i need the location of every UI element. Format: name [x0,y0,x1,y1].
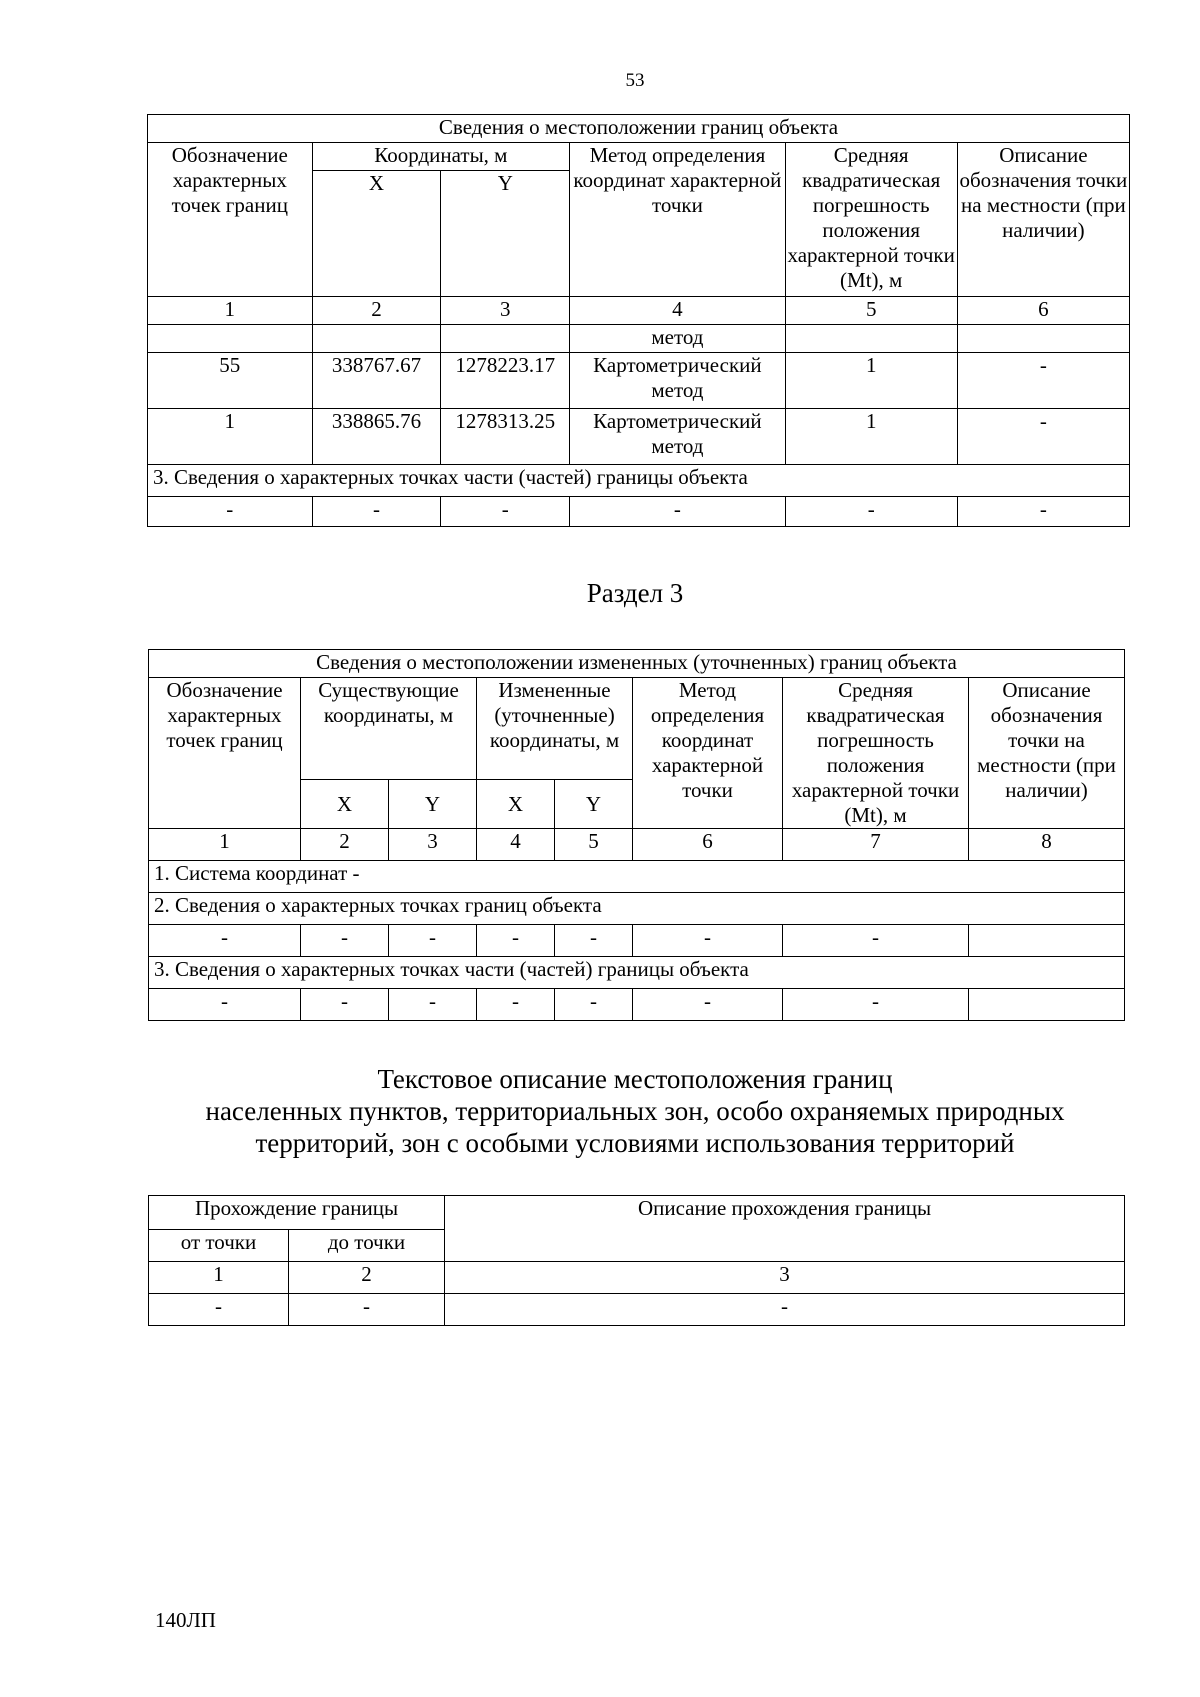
header-passage-description: Описание прохождения границы [445,1196,1125,1262]
dash-cell: - [477,925,555,957]
empty-cell [148,325,313,353]
footer-code: 140ЛП [155,1608,216,1632]
dash-cell: - [570,497,785,527]
method: Картометрический метод [570,409,785,465]
table-row [149,1294,1125,1326]
boundary-coordinates-table [147,114,1130,527]
section2-label: 2. Сведения о характерных точках границ объекта [149,893,1125,925]
header-x: X [312,171,441,297]
dash-cell: - [301,989,389,1021]
dash-cell: - [149,1294,289,1326]
dash-cell: - [477,989,555,1021]
dash-cell: - [301,925,389,957]
table-row [148,409,1130,465]
col-number: 3 [441,297,570,325]
header-description: Описание обозначения точки на местности (при наличии) [969,678,1125,829]
col-number: 6 [633,829,783,861]
table-title: Сведения о местоположении границ объекта [148,115,1130,143]
header-from: от точки [149,1230,289,1262]
header-changed: Измененные (уточненные) координаты, м [477,678,633,780]
dash-cell: - [555,925,633,957]
header-to: до точки [289,1230,445,1262]
dash-cell: - [149,925,301,957]
dash-cell: - [555,989,633,1021]
text-description-heading [120,1063,1150,1159]
table-row [148,497,1130,527]
empty-cell [441,325,570,353]
description: - [957,409,1129,465]
empty-cell [957,325,1129,353]
dash-cell: - [312,497,441,527]
header-x: X [301,780,389,829]
empty-cell [312,325,441,353]
dash-cell: - [289,1294,445,1326]
table-row [149,925,1125,957]
empty-cell [969,925,1125,957]
dash-cell: - [633,925,783,957]
header-points: Обозначение характерных точек границ [148,143,313,297]
coord-x: 338767.67 [312,353,441,409]
header-error: Средняя квадратическая погрешность положения характерной точки (Mt), м [783,678,969,829]
col-number: 1 [148,297,313,325]
heading-line: территорий, зон с особыми условиями использования территорий [255,1128,1015,1158]
table-row [148,353,1130,409]
dash-cell: - [389,925,477,957]
coord-y: 1278313.25 [441,409,570,465]
col-number: 4 [570,297,785,325]
dash-cell: - [441,497,570,527]
heading-line: населенных пунктов, территориальных зон, особо охраняемых природных [205,1096,1065,1126]
dash-cell: - [957,497,1129,527]
col-number: 1 [149,1262,289,1294]
col-number: 3 [445,1262,1125,1294]
col-number: 2 [312,297,441,325]
header-y: Y [441,171,570,297]
method-continuation: метод [570,325,785,353]
col-number: 2 [301,829,389,861]
empty-cell [969,989,1125,1021]
col-number: 7 [783,829,969,861]
table-title: Сведения о местоположении измененных (уточненных) границ объекта [149,650,1125,678]
dash-cell: - [783,925,969,957]
header-existing: Существующие координаты, м [301,678,477,780]
dash-cell: - [445,1294,1125,1326]
coord-x: 338865.76 [312,409,441,465]
header-x: X [477,780,555,829]
point-id: 1 [148,409,313,465]
header-error: Средняя квадратическая погрешность положения характерной точки (Mt), м [785,143,957,297]
dash-cell: - [785,497,957,527]
error: 1 [785,409,957,465]
coordinate-system-label: 1. Система координат - [149,861,1125,893]
dash-cell: - [148,497,313,527]
table-row [149,989,1125,1021]
heading-line: Текстовое описание местоположения границ [377,1064,893,1094]
coord-y: 1278223.17 [441,353,570,409]
section-title: Раздел 3 [586,578,684,608]
boundary-passage-table [148,1195,1125,1326]
dash-cell: - [783,989,969,1021]
empty-cell [785,325,957,353]
header-coords: Координаты, м [312,143,570,171]
header-method: Метод определения координат характерной точки [570,143,785,297]
header-method: Метод определения координат характерной точки [633,678,783,829]
col-number: 5 [555,829,633,861]
dash-cell: - [633,989,783,1021]
header-y: Y [555,780,633,829]
col-number: 8 [969,829,1125,861]
col-number: 5 [785,297,957,325]
page-number: 53 [625,70,645,91]
header-y: Y [389,780,477,829]
header-description: Описание обозначения точки на местности (при наличии) [957,143,1129,297]
header-points: Обозначение характерных точек границ [149,678,301,829]
col-number: 6 [957,297,1129,325]
col-number: 4 [477,829,555,861]
col-number: 3 [389,829,477,861]
section3-label: 3. Сведения о характерных точках части (частей) границы объекта [148,465,1130,497]
dash-cell: - [389,989,477,1021]
col-number: 1 [149,829,301,861]
method: Картометрический метод [570,353,785,409]
error: 1 [785,353,957,409]
section3-label: 3. Сведения о характерных точках части (частей) границы объекта [149,957,1125,989]
changed-boundaries-table [148,649,1125,1021]
dash-cell: - [149,989,301,1021]
header-passage: Прохождение границы [149,1196,445,1230]
description: - [957,353,1129,409]
col-number: 2 [289,1262,445,1294]
point-id: 55 [148,353,313,409]
